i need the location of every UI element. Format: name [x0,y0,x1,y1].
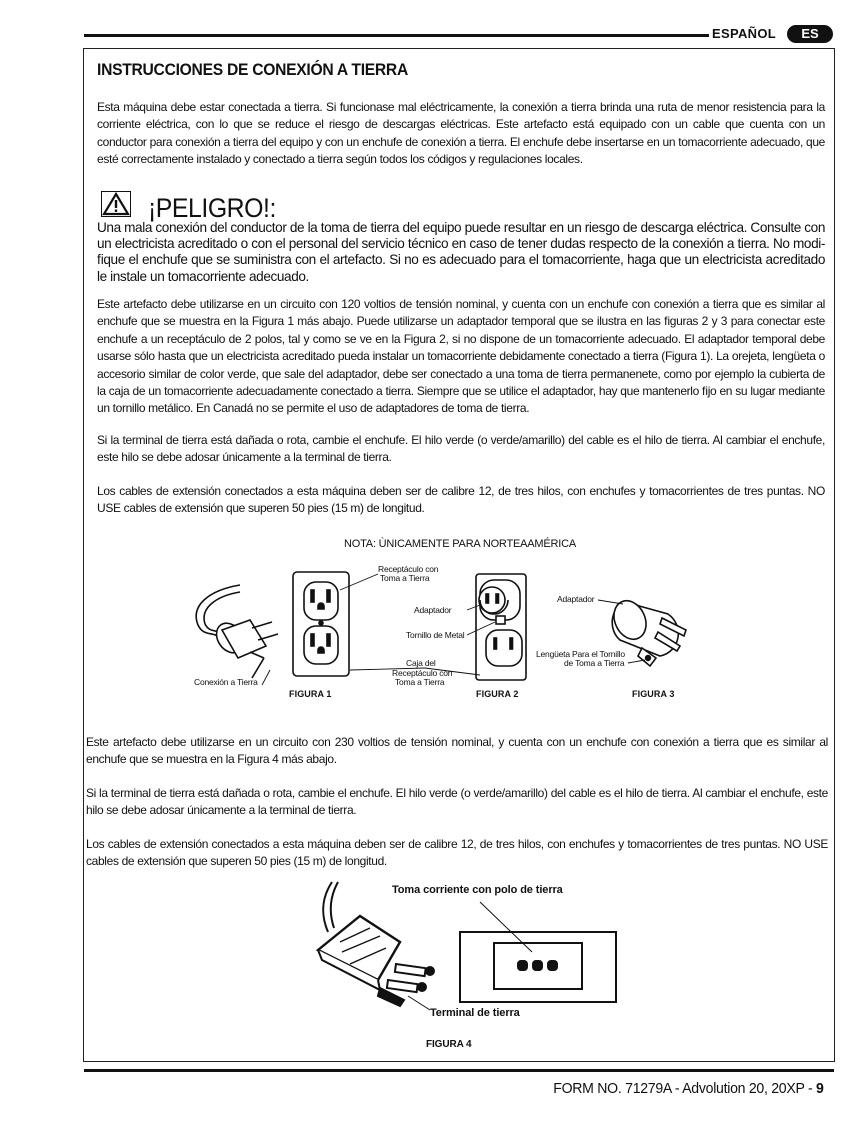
figure-1-caption: FIGURA 1 [289,689,332,699]
adapter-label-fig3: Adaptador [557,594,595,604]
adapter-paragraph: Este artefacto debe utilizarse en un circuito con 120 voltios de tensión nominal, y cuenta con un enchufe con conexión a tierra que es similar al enchufe que se muestra en la Figura 1 más abajo. Puede utilizarse un adaptador temporal que se ilustra en las ﬁguras 2 y 3 para conectar este enchufe a un receptáculo de 2 polos, tal y como se ve en la Figura 2, si no dispone de un tomacorriente adecuado. El adaptador temporal debe usarse sólo hasta que un electricista acreditado pueda instalar un tomacorriente debidamente conectado a tierra (Figura 1). La orejeta, lengüeta o accesorio similar de color verde, que sale del adaptador, debe ser conectado a una toma de tierra permanenete, como por ejemplo la cubierta de la caja de un tomacorriente adecuadamente conectado a tierra. Siempre que se utilice el adaptador, hay que mantenerlo ﬁjo en su lugar mediante un tornillo metálico. En Canadá no se permite el uso de adaptadores de toma de tierra. [97,297,825,416]
figure-3-caption: FIGURA 3 [632,689,675,699]
adapter-label: Adaptador [414,605,452,615]
page-footer [554,1080,824,1097]
eu-damaged-terminal-paragraph: Si la terminal de tierra está dañada o rota, cambie el enchufe. El hilo verde (o verde/amarillo) del cable es el hilo de tierra. Al cambiar el enchufe, este hilo se debe adosar únicamente a la terminal de tierra. [86,786,828,818]
figure-4-illustration [300,880,630,1020]
grounding-tab-label-line2: de Toma a Tierra [564,658,625,668]
euro-plug-drawing [318,882,434,1006]
grounded-receptacle-drawing [293,572,349,676]
damaged-terminal-paragraph: Si la terminal de tierra está dañada o rota, cambie el enchufe. El hilo verde (o verde/amarillo) del cable es el hilo de tierra. Al cambiar el enchufe, este hilo se debe adosar únicamente a la terminal de tierra. [97,433,825,465]
north-america-note: NOTA: ÙNICAMENTE PARA NORTEAAMÉRICA [344,538,576,550]
grounded-outlet-drawing [460,932,616,1002]
extension-cable-paragraph: Los cables de extensión conectados a esta máquina deben ser de calibre 12, de tres hilos, con enchufes y tomacorrientes de tres puntas. NO USE cables de extensión que superen 50 pies (15 m) de longitud. [97,484,825,516]
eu-intro-paragraph: Este artefacto debe utilizarse en un circuito con 230 voltios de tensión nominal, y cuenta con un enchufe con conexión a tierra que es similar al enchufe que se muestra en la Figura 4 más abajo. [86,735,828,767]
header-rule [84,34,709,37]
receptacle-box-label-line2: Receptáculo con [392,668,453,678]
grounded-outlet-label: Toma corriente con polo de tierra [392,884,563,896]
page-number: 9 [816,1080,824,1097]
grounded-plug-drawing [196,585,278,678]
metal-screw-label: Tornillo de Metal [406,630,465,640]
receptacle-label-line1: Receptáculo con [378,564,439,574]
receptacle-label-line2: Toma a Tierra [380,573,430,583]
grounding-connection-label: Conexión a Tierra [194,677,258,687]
language-label: ESPAÑOL [712,26,776,41]
receptacle-box-label-line1: Caja del [406,658,436,668]
figure-4-caption: FIGURA 4 [426,1039,472,1050]
section-title: INSTRUCCIONES DE CONEXIÓN A TIERRA [97,60,408,79]
grounding-tab-label-line1: Lengüeta Para el Tornillo [536,649,625,659]
figure-2-caption: FIGURA 2 [476,689,519,699]
footer-rule [84,1069,834,1072]
language-badge: ES [787,25,833,43]
danger-title: ¡PELIGRO!: [148,193,276,223]
intro-paragraph: Esta máquina debe estar conectada a tierra. Si funcionase mal eléctricamente, la conexión a tierra brinda una ruta de menor resistencia para la corriente eléctrica, con lo que se reduce el riesgo de descargas eléctricas. Este artefacto está equipado con un cable que cuenta con un conductor para conexión a tierra del equipo y con un enchufe de conexión a tierra. El enchufe debe insertarse en un tomacorriente adecuado, que esté correctamente instalado y conectado a tierra según todos los códigos y regulaciones locales. [97,100,825,167]
receptacle-box-label-line3: Toma a Tierra [395,677,445,687]
ground-terminal-label: Terminal de tierra [430,1007,520,1019]
warning-triangle-icon [101,191,131,217]
danger-text: Una mala conexión del conductor de la toma de tierra del equipo puede resultar en un riesgo de descarga eléctrica. Consulte con un electricista acreditado o con el personal del servicio técnico en caso de tener dudas respecto de la conexión a tierra. No modi-ﬁque el enchufe que se suministra con el artefacto. Si no es adecuado para el tomacorriente, haga que un electricista acreditado le instale un tomacorriente adecuado. [97,220,825,284]
form-number: FORM NO. 71279A - Advolution 20, 20XP - [553,1080,817,1097]
eu-extension-cable-paragraph: Los cables de extensión conectados a esta máquina deben ser de calibre 12, de tres hilos, con enchufes y tomacorrientes de tres puntas. NO USE cables de extensión que superen 50 pies (15 m) de longitud. [86,837,828,869]
